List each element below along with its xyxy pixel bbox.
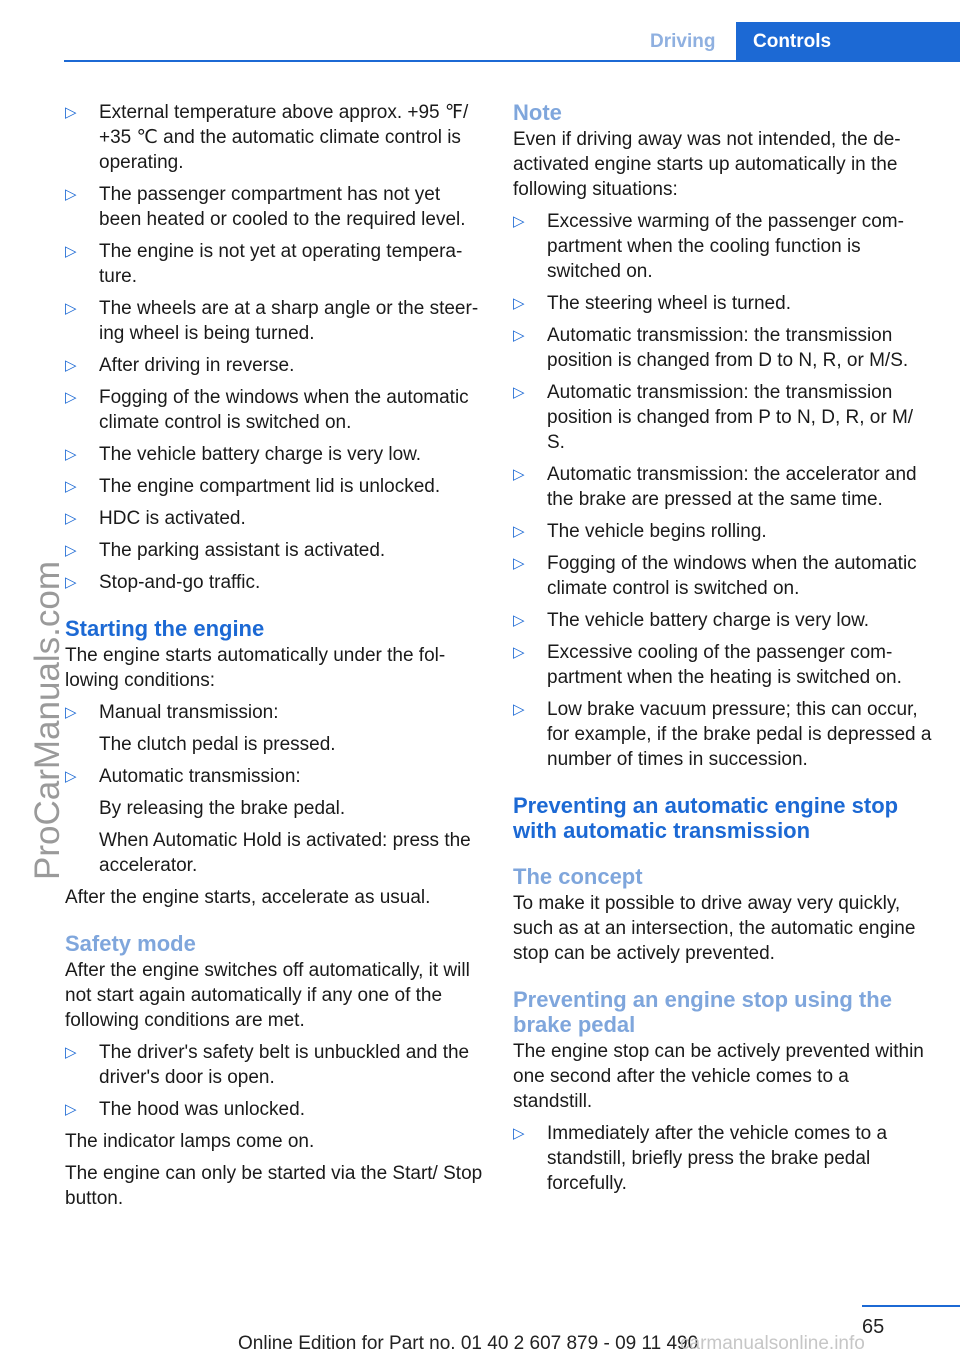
bullet-triangle-icon: ▷ [513,701,525,718]
safety-start-stop: The engine can only be started via the Start/ Stop button. [65,1163,483,1209]
safety-intro: After the engine switches off automatically, it will not start again automatically if any one of the following conditions are met. [65,960,470,1031]
starting-intro: The engine starts automatically under the fol‐ lowing conditions: [65,645,446,691]
right-column [513,100,933,1203]
list-item: ▷ Low brake vacuum pressure; this can occur, for example, if the brake pedal is depressed a number of times in succession. [513,699,932,770]
heading-safety-mode: Safety mode [65,931,196,956]
bullet-triangle-icon: ▷ [65,243,77,260]
bullet-triangle-icon: ▷ [513,644,525,661]
list-item: ▷ HDC is activated. [65,508,246,529]
bullet-triangle-icon: ▷ [65,510,77,527]
list-item: ▷ Excessive cooling of the passenger com‐ partment when the heating is switched on. [513,642,902,688]
bullet-triangle-icon: ▷ [513,555,525,572]
starting-list [65,700,485,878]
list-item: ▷ After driving in reverse. [65,355,295,376]
bullet-triangle-icon: ▷ [65,104,77,121]
page-header [0,0,960,62]
bullet-triangle-icon: ▷ [513,1125,525,1142]
bullet-triangle-icon: ▷ [513,466,525,483]
header-chapter-label: Controls [753,31,832,52]
header-section-label: Driving [650,31,716,52]
bullet-triangle-icon: ▷ [513,384,525,401]
list-item: ▷ The parking assistant is activated. [65,540,386,561]
bullet-triangle-icon: ▷ [65,574,77,591]
list-item: ▷ Automatic transmission: the accelerator and the brake are pressed at the same time. [513,464,917,510]
bullet-triangle-icon: ▷ [65,768,77,785]
bullet-triangle-icon: ▷ [513,213,525,230]
page-number-rule [862,1305,960,1307]
bullet-triangle-icon: ▷ [65,446,77,463]
footer-watermark: carmanualsonline.info [680,1333,865,1354]
list-item: ▷ The vehicle begins rolling. [513,521,767,542]
bullet-triangle-icon: ▷ [65,300,77,317]
heading-preventing-stop: Preventing an automatic engine stop with automatic transmission [513,793,899,843]
footer-edition: Online Edition for Part no. 01 40 2 607 879 - 09 11 490 [238,1333,699,1354]
list-item: ▷ Automatic transmission: the transmission position is changed from P to N, D, R, or M/ S. [513,382,914,453]
list-item: ▷ The hood was unlocked. [65,1099,305,1120]
bullet-triangle-icon: ▷ [65,1101,77,1118]
list-item: ▷ The passenger compartment has not yet been heated or cooled to the required level. [65,184,466,230]
bullet-triangle-icon: ▷ [513,612,525,629]
bullet-triangle-icon: ▷ [513,523,525,540]
list-item: ▷ Fogging of the windows when the automatic climate control is switched on. [513,553,917,599]
header-chapter-tab [736,22,960,62]
bullet-triangle-icon: ▷ [65,1044,77,1061]
header-rule [64,60,960,62]
left-column [65,100,485,1218]
heading-note: Note [513,100,562,125]
safety-lamps: The indicator lamps come on. [65,1131,315,1152]
list-item: ▷ Immediately after the vehicle comes to a standstill, briefly press the brake pedal forcefully. [513,1123,888,1194]
list-item: ▷ External temperature above approx. +95 ℉/ +35 ℃ and the automatic climate control is operating. [65,102,469,173]
bullet-triangle-icon: ▷ [65,357,77,374]
bullet-triangle-icon: ▷ [65,704,77,721]
page-number: 65 [862,1316,885,1338]
heading-starting-engine: Starting the engine [65,616,265,641]
list-item: ▷ The wheels are at a sharp angle or the steer‐ ing wheel is being turned. [65,298,479,344]
list-item: ▷ Fogging of the windows when the automatic climate control is switched on. [65,387,469,433]
heading-brake-pedal: Preventing an engine stop using the brake pedal [513,987,892,1037]
conditions-list [65,100,485,595]
starting-after: After the engine starts, accelerate as usual. [65,887,431,908]
list-item: ▷ The engine is not yet at operating tempera‐ ture. [65,241,463,287]
concept-text: To make it possible to drive away very quickly, such as at an intersection, the automatic engine stop can be actively prevented. [513,893,916,964]
list-item: ▷ The vehicle battery charge is very low. [65,444,422,465]
list-item: ▷ The engine compartment lid is unlocked. [65,476,441,497]
bullet-triangle-icon: ▷ [65,478,77,495]
list-item: ▷ Automatic transmission: the transmission position is changed from D to N, R, or M/S. [513,325,909,371]
safety-list [65,1040,485,1122]
bullet-triangle-icon: ▷ [65,542,77,559]
bullet-triangle-icon: ▷ [65,186,77,203]
bullet-triangle-icon: ▷ [65,389,77,406]
list-item: ▷ The steering wheel is turned. [513,293,791,314]
side-watermark: ProCarManuals.com [28,561,67,880]
note-list [513,209,933,772]
list-item: ▷ Manual transmission: The clutch pedal is pressed. [65,702,336,755]
list-item: ▷ Stop-and-go traffic. [65,572,261,593]
bullet-triangle-icon: ▷ [513,295,525,312]
brake-list [513,1121,933,1196]
bullet-triangle-icon: ▷ [513,327,525,344]
heading-concept: The concept [513,864,643,889]
list-item: ▷ Excessive warming of the passenger com‐ partment when the cooling function is switched on. [513,211,904,282]
list-item: ▷ The driver's safety belt is unbuckled and the driver's door is open. [65,1042,470,1088]
note-intro: Even if driving away was not intended, the de‐ activated engine starts up automatically in the following situations: [513,129,901,200]
list-item: ▷ The vehicle battery charge is very low. [513,610,870,631]
list-item: ▷ Automatic transmission: By releasing the brake pedal. When Automatic Hold is activated: press the accelerator. [65,766,471,876]
brake-text: The engine stop can be actively prevented within one second after the vehicle comes to a standstill. [513,1041,924,1112]
